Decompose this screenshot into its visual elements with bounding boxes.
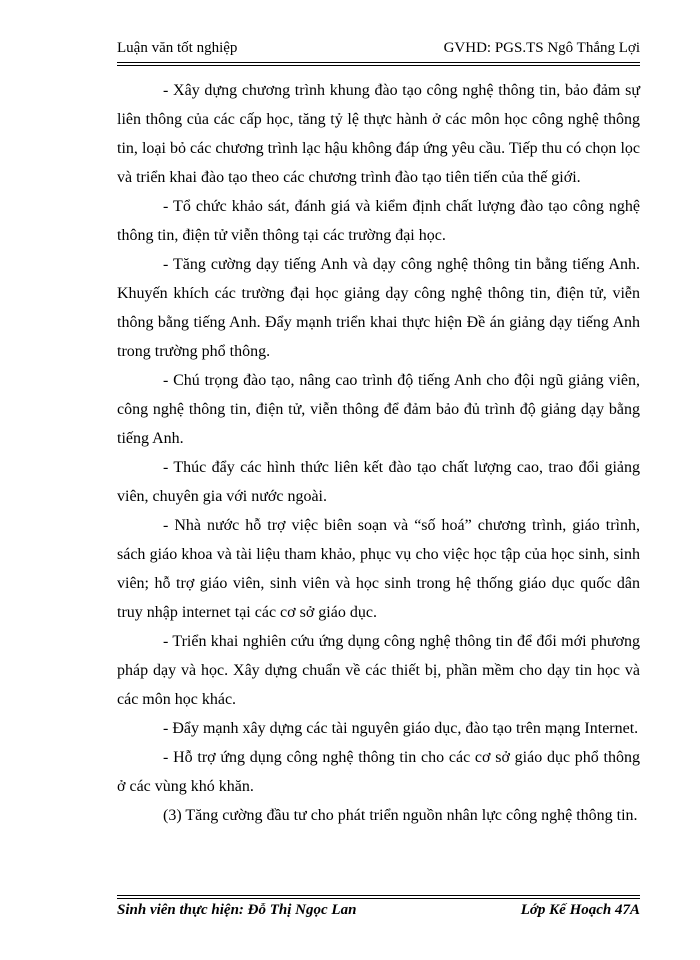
paragraph: - Triển khai nghiên cứu ứng dụng công nghệ thông tin để đổi mới phương pháp dạy và học. Xây dựng chuẩn về các thiết bị, phần mềm cho dạy tin học và các môn học khác. bbox=[117, 633, 640, 708]
body-text bbox=[117, 76, 640, 830]
footer-class-name: Lớp Kế Hoạch 47A bbox=[520, 902, 640, 918]
header-thesis-title: Luận văn tốt nghiệp bbox=[117, 40, 238, 56]
paragraph: - Đẩy mạnh xây dựng các tài nguyên giáo dục, đào tạo trên mạng Internet. bbox=[163, 720, 639, 737]
header-rule-top bbox=[117, 62, 640, 63]
paragraph: - Hỗ trợ ứng dụng công nghệ thông tin cho các cơ sở giáo dục phổ thông ở các vùng khó khăn. bbox=[117, 749, 640, 795]
paragraph: - Chú trọng đào tạo, nâng cao trình độ tiếng Anh cho đội ngũ giảng viên, công nghệ thông tin, điện tử, viễn thông để đảm bảo đủ trình độ giảng dạy bằng tiếng Anh. bbox=[117, 372, 640, 447]
paragraph: (3) Tăng cường đầu tư cho phát triển nguồn nhân lực công nghệ thông tin. bbox=[163, 807, 638, 824]
header-rule-bottom bbox=[117, 65, 640, 66]
paragraph: - Thúc đẩy các hình thức liên kết đào tạo chất lượng cao, trao đổi giảng viên, chuyên gia với nước ngoài. bbox=[117, 459, 640, 505]
header-advisor: GVHD: PGS.TS Ngô Thắng Lợi bbox=[443, 40, 640, 56]
paragraph: - Xây dựng chương trình khung đào tạo công nghệ thông tin, bảo đảm sự liên thông của các cấp học, tăng tỷ lệ thực hành ở các môn học công nghệ thông tin, loại bỏ các chương trình lạc hậu không đáp ứng yêu cầu. Tiếp thu có chọn lọc và triển khai đào tạo theo các chương trình đào tạo tiên tiến của thế giới. bbox=[117, 82, 640, 186]
footer-rule-top bbox=[117, 895, 640, 896]
page-header bbox=[117, 36, 640, 60]
paragraph: - Nhà nước hỗ trợ việc biên soạn và “số hoá” chương trình, giáo trình, sách giáo khoa và tài liệu tham khảo, phục vụ cho việc học tập của học sinh, sinh viên; hỗ trợ giáo viên, sinh viên và học sinh trong hệ thống giáo dục quốc dân truy nhập internet tại các cơ sở giáo dục. bbox=[117, 517, 640, 621]
page-footer bbox=[117, 900, 640, 922]
footer-rule-bottom bbox=[117, 898, 640, 899]
paragraph: - Tổ chức khảo sát, đánh giá và kiểm định chất lượng đào tạo công nghệ thông tin, điện tử viễn thông tại các trường đại học. bbox=[117, 198, 640, 244]
footer-student-name: Sinh viên thực hiện: Đỗ Thị Ngọc Lan bbox=[117, 902, 357, 918]
paragraph: - Tăng cường dạy tiếng Anh và dạy công nghệ thông tin bằng tiếng Anh. Khuyến khích các trường đại học giảng dạy công nghệ thông tin, điện tử, viễn thông bằng tiếng Anh. Đẩy mạnh triển khai thực hiện Đề án giảng dạy tiếng Anh trong trường phổ thông. bbox=[117, 256, 640, 360]
